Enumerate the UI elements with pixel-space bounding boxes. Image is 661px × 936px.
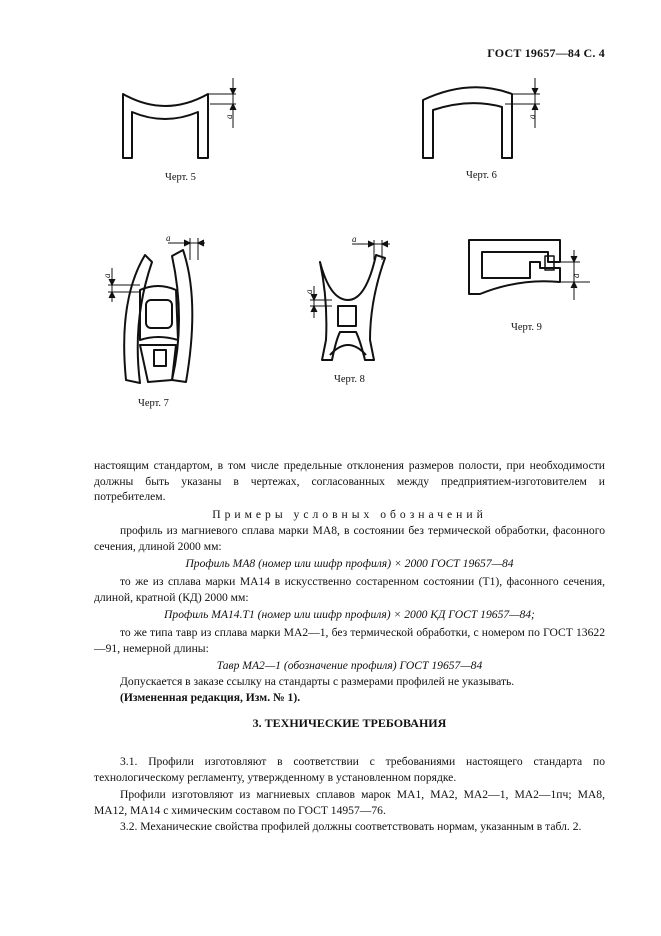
amendment-note: (Измененная редакция, Изм. № 1). bbox=[120, 690, 301, 704]
fig7-dim-label-top: a bbox=[166, 233, 171, 243]
figure-8-drawing bbox=[304, 234, 390, 360]
caption-fig8: Черт. 8 bbox=[334, 374, 365, 385]
clause-3-1: 3.1. Профили изготовляют в соответствии с требованиями настоящего стандарта по технологическому регламенту, утвержденному в установленном порядке. bbox=[94, 755, 605, 784]
caption-fig7: Черт. 7 bbox=[138, 398, 169, 409]
body-text bbox=[94, 458, 605, 706]
figure-6-drawing bbox=[423, 78, 540, 158]
fig8-dim-label-top: a bbox=[352, 234, 357, 244]
caption-fig9: Черт. 9 bbox=[511, 322, 542, 333]
example-1-formula: Профиль МА8 (номер или шифр профиля) × 2000 ГОСТ 19657—84 bbox=[185, 557, 514, 571]
figure-5-drawing bbox=[123, 78, 236, 158]
fig9-dim-label: a bbox=[571, 273, 581, 278]
fig7-dim-label-left: a bbox=[102, 273, 112, 278]
caption-fig5: Черт. 5 bbox=[165, 172, 196, 183]
figures-area bbox=[0, 0, 661, 440]
figure-9-drawing bbox=[469, 240, 590, 300]
figure-7-drawing bbox=[102, 233, 205, 383]
example-3-formula: Тавр МА2—1 (обозначение профиля) ГОСТ 19657—84 bbox=[216, 659, 483, 673]
fig5-dim-label: a bbox=[224, 114, 234, 119]
note-paragraph: Допускается в заказе ссылку на стандарты с размерами профилей не указывать. bbox=[120, 675, 515, 689]
example-2-text: то же из сплава марки МА14 в искусственно состаренном состоянии (Т1), фасонного сечения, длиной, кратной (КД) 2000 мм: bbox=[94, 574, 605, 604]
page-header: ГОСТ 19657—84 С. 4 bbox=[487, 46, 605, 60]
section-body bbox=[94, 754, 605, 835]
fig6-dim-label: a bbox=[527, 114, 537, 119]
example-3-text: то же типа тавр из сплава марки МА2—1, без термической обработки, с номером по ГОСТ 13622—91, немерной длины: bbox=[94, 626, 605, 655]
caption-fig6: Черт. 6 bbox=[466, 170, 497, 181]
section-title: 3. ТЕХНИЧЕСКИЕ ТРЕБОВАНИЯ bbox=[252, 716, 447, 730]
clause-3-2: 3.2. Механические свойства профилей должны соответствовать нормам, указанным в табл. 2. bbox=[120, 819, 582, 833]
fig8-dim-label-left: a bbox=[304, 289, 314, 294]
example-2-formula: Профиль МА14.Т1 (номер или шифр профиля) × 2000 КД ГОСТ 19657—84; bbox=[164, 608, 535, 622]
paragraph-continuation: настоящим стандартом, в том числе предельные отклонения размеров полости, при необходимости должны быть указаны в чертежах, согласованных между предприятием-изготовителем и потребителем. bbox=[94, 459, 605, 504]
clause-3-1-alloys: Профили изготовляют из магниевых сплавов марок МА1, МА2, МА2—1, МА2—1пч; МА8, МА12, МА14 с химическим составом по ГОСТ 14957—76. bbox=[94, 788, 605, 818]
examples-heading: Примеры условных обозначений bbox=[212, 508, 487, 522]
example-1-text: профиль из магниевого сплава марки МА8, в состоянии без термической обработки, фасонного сечения, длиной 2000 мм: bbox=[94, 523, 605, 553]
